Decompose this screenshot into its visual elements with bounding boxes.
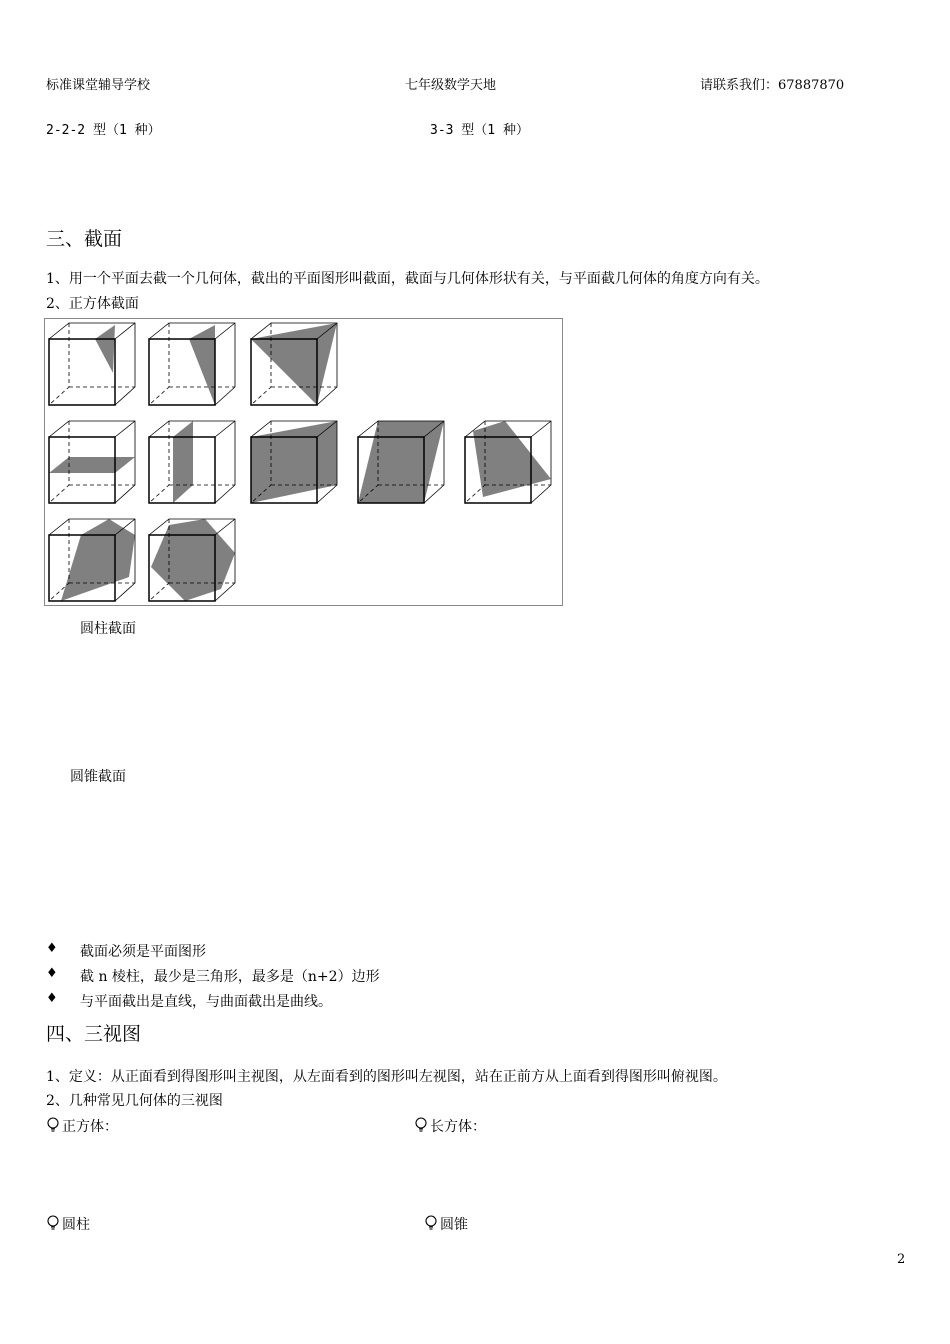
bullet-text-2: 截 n 棱柱，最少是三角形，最多是（n+2）边形 [80,969,380,985]
header-school: 标准课堂辅导学校 [46,78,151,93]
lightbulb-icon [46,1117,60,1133]
label-cone: 圆锥 [440,1217,468,1233]
label-cylinder: 圆柱 [62,1217,90,1233]
type-2-2-2: 2-2-2 型（1 种） [46,123,161,138]
cube-section-pentagon [47,517,139,603]
label-cube: 正方体： [62,1119,118,1135]
lightbulb-icon [46,1215,60,1231]
cube-section-horizontal-parallelogram [47,419,139,505]
header-contact: 请联系我们：67887870 [700,78,845,93]
type-3-3: 3-3 型（1 种） [430,123,529,138]
cube-section-hexagon [147,517,239,603]
section-4-item-1: 1、定义：从正面看到得图形叫主视图，从左面看到的图形叫左视图，站在正前方从上面看到得图形叫俯视图。 [46,1069,727,1085]
cube-section-slanted-rectangle [356,419,448,505]
section-4-item-2: 2、几种常见几何体的三视图 [46,1093,223,1109]
bullet-text-3: 与平面截出是直线，与曲面截出是曲线。 [80,994,332,1010]
diamond-icon: ♦ [46,991,58,1006]
lightbulb-icon [414,1117,428,1133]
page-number: 2 [897,1252,906,1267]
cube-section-vertical-parallelogram [147,419,239,505]
section-3-item-1: 1、用一个平面去截一个几何体，截出的平面图形叫截面，截面与几何体形状有关，与平面截几何体的角度方向有关。 [46,271,769,287]
bullet-text-1: 截面必须是平面图形 [80,944,206,960]
lightbulb-icon [424,1215,438,1231]
cube-section-diagonal-rectangle [249,419,341,505]
header-subject: 七年级数学天地 [405,78,497,93]
section-4-title: 四、三视图 [46,1023,142,1045]
section-3-title: 三、截面 [46,228,123,250]
section-3-item-2: 2、正方体截面 [46,296,139,312]
cube-section-small-triangle [47,321,139,407]
label-cuboid: 长方体： [430,1119,486,1135]
cube-section-tall-triangle [147,321,239,407]
cube-section-large-triangle [249,321,341,407]
diamond-icon: ♦ [46,941,58,956]
cube-section-quadrilateral [463,419,555,505]
cone-section-label: 圆锥截面 [70,769,126,785]
diamond-icon: ♦ [46,966,58,981]
cylinder-section-label: 圆柱截面 [80,621,136,637]
